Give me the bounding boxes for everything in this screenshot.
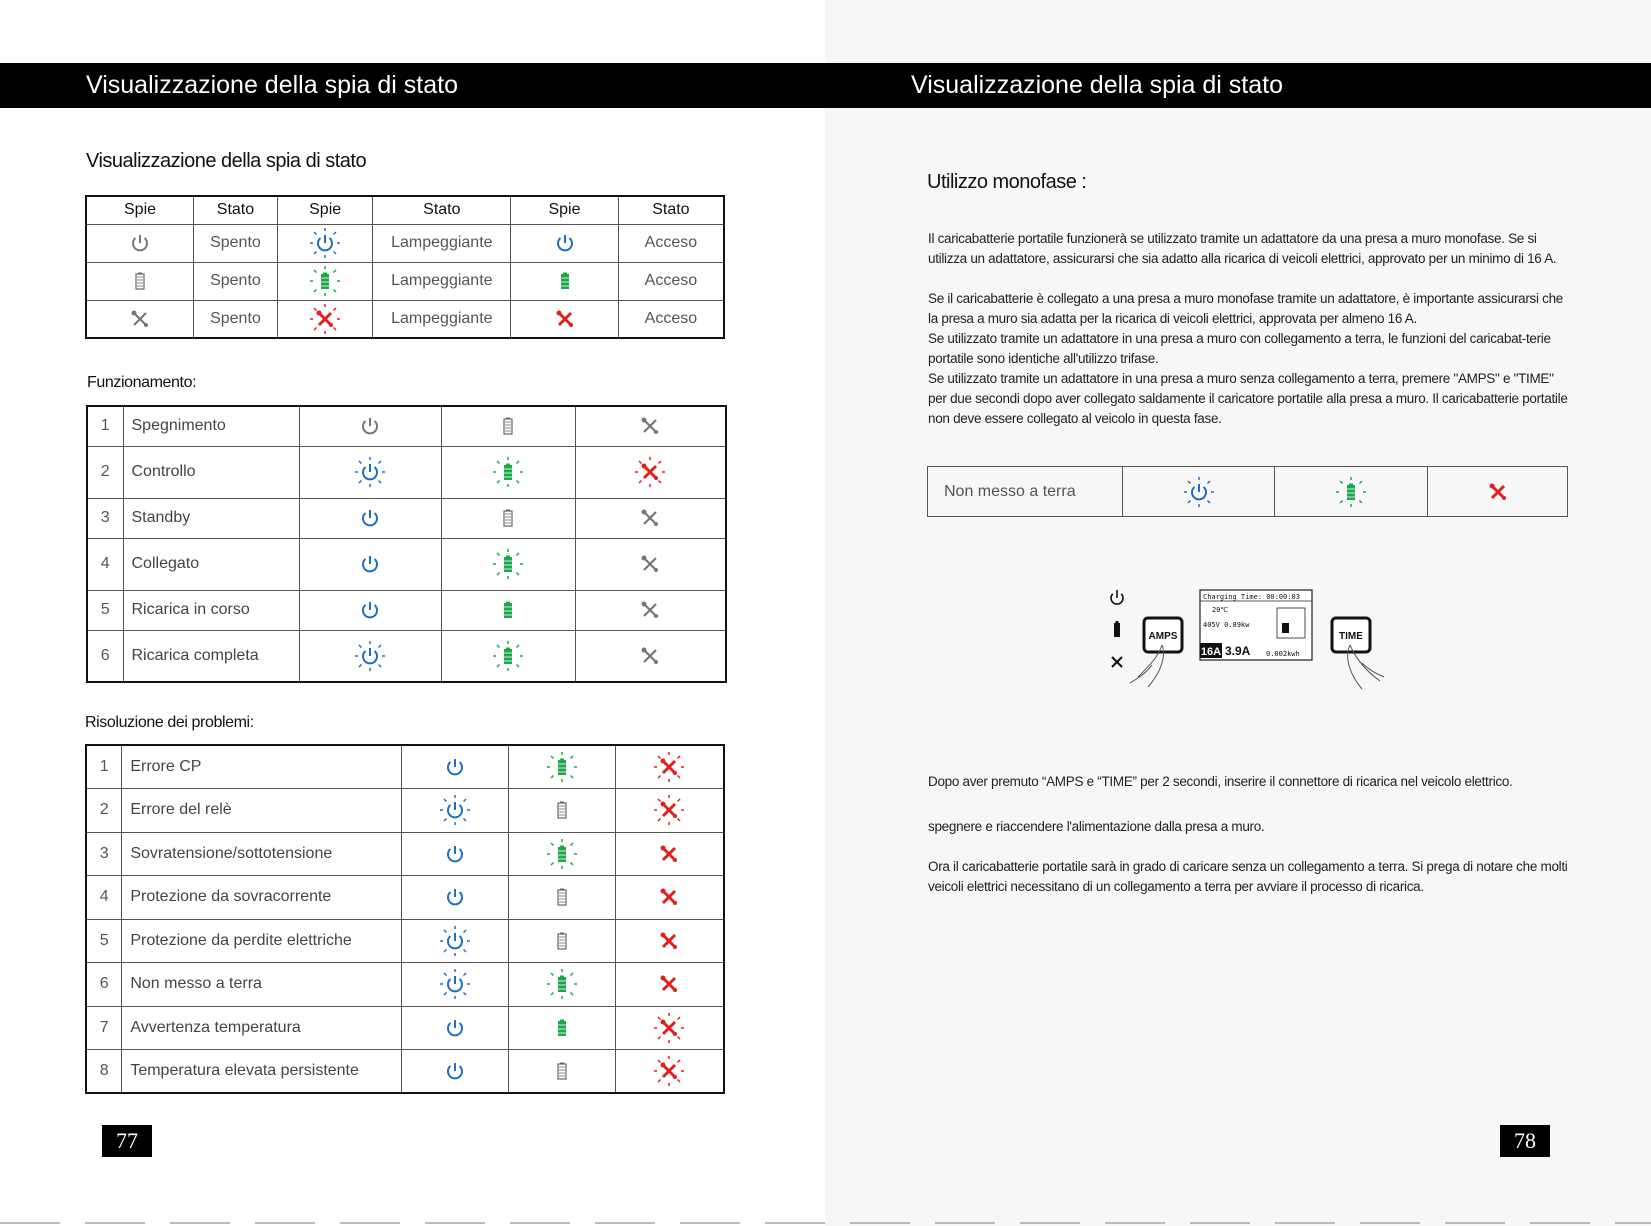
legend-header: Spie bbox=[86, 196, 194, 224]
legend-state: Lampeggiante bbox=[373, 300, 511, 338]
row-label: Ricarica in corso bbox=[123, 590, 299, 630]
wrench-icon bbox=[634, 548, 666, 580]
legend-row bbox=[86, 300, 724, 338]
legend-state: Acceso bbox=[618, 300, 724, 338]
troubleshoot-table bbox=[85, 744, 725, 1094]
page-header: Visualizzazione della spia di stato bbox=[0, 63, 825, 108]
legend-state: Spento bbox=[194, 224, 278, 262]
screen-current-limit: 16A bbox=[1200, 646, 1222, 658]
power-icon bbox=[354, 456, 386, 488]
battery-icon bbox=[546, 968, 578, 1000]
table-row bbox=[86, 745, 724, 788]
power-icon bbox=[549, 227, 581, 259]
wrench-icon bbox=[309, 303, 341, 335]
wrench-icon bbox=[124, 303, 156, 335]
legend-table bbox=[85, 195, 725, 339]
row-number: 6 bbox=[87, 630, 123, 682]
wrench-icon bbox=[634, 456, 666, 488]
legend-state: Acceso bbox=[618, 224, 724, 262]
wrench-icon bbox=[653, 925, 685, 957]
status-name: Non messo a terra bbox=[928, 467, 1123, 517]
intro-paragraph: Se il caricabatterie è collegato a una presa a muro monofase tramite un adattatore, è importante assicurarsi che la presa a muro sia adatta per la ricarica di veicoli elettrici, approvata per almeno 16 A. bbox=[928, 291, 1564, 326]
power-icon bbox=[439, 881, 471, 913]
wrench-icon bbox=[549, 303, 581, 335]
section-title: Utilizzo monofase : bbox=[927, 171, 1087, 193]
wrench-icon bbox=[653, 881, 685, 913]
table-row bbox=[87, 406, 726, 446]
row-label: Standby bbox=[123, 498, 299, 538]
intro-paragraph: Il caricabatterie portatile funzionerà se utilizzato tramite un adattatore da una presa a muro monofase. Se si utilizza un adattatore, assicurarsi che sia adatto alla ricarica di veicoli elettrici, approvato per un minimo di 16 A. bbox=[928, 231, 1557, 266]
row-label: Protezione da sovracorrente bbox=[122, 875, 402, 919]
page-header: Visualizzazione della spia di stato bbox=[825, 63, 1651, 108]
power-icon bbox=[439, 751, 471, 783]
table-row bbox=[87, 630, 726, 682]
legend-header: Spie bbox=[511, 196, 619, 224]
page-number: 77 bbox=[102, 1125, 152, 1157]
wrench-icon bbox=[653, 794, 685, 826]
amps-label: AMPS bbox=[1148, 631, 1178, 642]
wrench-icon bbox=[1482, 476, 1514, 508]
status-table bbox=[927, 466, 1568, 517]
battery-icon bbox=[549, 265, 581, 297]
intro-paragraph: Se utilizzato tramite un adattatore in una presa a muro con collegamento a terra, le funzioni del caricabat-terie portatile sono identiche all'utilizzo trifase. bbox=[928, 331, 1551, 366]
after-paragraph: Dopo aver premuto “AMPS e “TIME” per 2 secondi, inserire il connettore di ricarica nel veicolo elettrico. bbox=[928, 774, 1513, 789]
legend-state: Lampeggiante bbox=[373, 224, 511, 262]
legend-header: Spie bbox=[277, 196, 373, 224]
power-icon bbox=[354, 410, 386, 442]
wrench-icon bbox=[634, 594, 666, 626]
battery-icon bbox=[1114, 621, 1120, 637]
wrench-icon bbox=[653, 968, 685, 1000]
battery-icon bbox=[124, 265, 156, 297]
power-icon bbox=[309, 227, 341, 259]
table-row bbox=[86, 919, 724, 962]
table-row bbox=[86, 832, 724, 875]
row-number: 8 bbox=[86, 1049, 122, 1093]
wrench-icon bbox=[634, 640, 666, 672]
table-row bbox=[86, 788, 724, 832]
legend-row bbox=[86, 224, 724, 262]
battery-icon bbox=[546, 925, 578, 957]
power-icon bbox=[354, 502, 386, 534]
row-label: Protezione da perdite elettriche bbox=[122, 919, 402, 962]
table-row bbox=[87, 498, 726, 538]
battery-icon bbox=[492, 594, 524, 626]
intro-paragraph: Se utilizzato tramite un adattatore in una presa a muro senza collegamento a terra, premere "AMPS" e "TIME" per due secondi dopo aver collegato saldamente il caricatore portatile alla presa a muro. Il caricabatterie portatile non deve essere collegato al veicolo in questa fase. bbox=[928, 371, 1568, 426]
wrench-icon bbox=[653, 838, 685, 870]
row-label: Errore CP bbox=[122, 745, 402, 788]
legend-header: Stato bbox=[618, 196, 724, 224]
row-label: Errore del relè bbox=[122, 788, 402, 832]
table-row bbox=[86, 962, 724, 1006]
power-icon bbox=[439, 1055, 471, 1087]
table-row bbox=[87, 590, 726, 630]
table-row bbox=[86, 875, 724, 919]
row-number: 3 bbox=[87, 498, 123, 538]
battery-icon bbox=[546, 794, 578, 826]
legend-state: Spento bbox=[194, 262, 278, 300]
row-number: 1 bbox=[86, 745, 122, 788]
power-icon bbox=[354, 640, 386, 672]
power-icon bbox=[354, 548, 386, 580]
row-number: 2 bbox=[86, 788, 122, 832]
row-number: 4 bbox=[86, 875, 122, 919]
battery-icon bbox=[546, 751, 578, 783]
wrench-icon bbox=[634, 410, 666, 442]
row-label: Spegnimento bbox=[123, 406, 299, 446]
legend-state: Lampeggiante bbox=[373, 262, 511, 300]
row-number: 3 bbox=[86, 832, 122, 875]
power-icon bbox=[124, 227, 156, 259]
wrench-icon bbox=[653, 1012, 685, 1044]
screen-amps: 3.9A bbox=[1225, 644, 1251, 658]
footer-dashes bbox=[0, 1222, 1651, 1224]
after-paragraph: spegnere e riaccendere l'alimentazione dalla presa a muro. bbox=[928, 819, 1265, 834]
battery-icon bbox=[546, 1012, 578, 1044]
table-row bbox=[87, 538, 726, 590]
power-icon bbox=[439, 794, 471, 826]
wrench-icon bbox=[653, 751, 685, 783]
screen-energy: 0.002kwh bbox=[1266, 650, 1300, 658]
operation-table bbox=[86, 405, 727, 683]
legend-state: Acceso bbox=[618, 262, 724, 300]
row-label: Temperatura elevata persistente bbox=[122, 1049, 402, 1093]
power-icon bbox=[354, 594, 386, 626]
row-label: Ricarica completa bbox=[123, 630, 299, 682]
power-icon bbox=[1183, 476, 1215, 508]
power-icon bbox=[439, 925, 471, 957]
battery-icon bbox=[492, 640, 524, 672]
legend-state: Spento bbox=[194, 300, 278, 338]
operation-title: Funzionamento: bbox=[87, 374, 197, 391]
table-row bbox=[86, 1006, 724, 1049]
section-title: Visualizzazione della spia di stato bbox=[86, 150, 367, 172]
wrench-icon bbox=[1112, 657, 1122, 667]
time-label: TIME bbox=[1339, 631, 1363, 642]
legend-row bbox=[86, 262, 724, 300]
power-icon bbox=[439, 1012, 471, 1044]
row-number: 4 bbox=[87, 538, 123, 590]
battery-icon bbox=[546, 881, 578, 913]
battery-icon bbox=[309, 265, 341, 297]
wrench-icon bbox=[634, 502, 666, 534]
row-label: Sovratensione/sottotensione bbox=[122, 832, 402, 875]
power-icon bbox=[439, 968, 471, 1000]
after-paragraph: Ora il caricabatterie portatile sarà in grado di caricare senza un collegamento a terra. Si prega di notare che molti veicoli elettrici necessitano di un collegamento a terra per avviare il processo di ricarica. bbox=[928, 859, 1568, 894]
battery-icon bbox=[546, 1055, 578, 1087]
row-label: Controllo bbox=[123, 446, 299, 498]
screen-charging-time: Charging Time: 00:00:03 bbox=[1203, 593, 1300, 601]
screen-temperature: 20℃ bbox=[1212, 606, 1229, 614]
table-row bbox=[87, 446, 726, 498]
left-page bbox=[0, 0, 825, 1226]
row-number: 6 bbox=[86, 962, 122, 1006]
table-row bbox=[86, 1049, 724, 1093]
row-number: 5 bbox=[86, 919, 122, 962]
power-icon bbox=[439, 838, 471, 870]
row-label: Non messo a terra bbox=[122, 962, 402, 1006]
battery-icon bbox=[1335, 476, 1367, 508]
power-icon bbox=[1111, 590, 1123, 604]
row-number: 2 bbox=[87, 446, 123, 498]
lcd-screen bbox=[1200, 590, 1312, 660]
troubleshoot-title: Risoluzione dei problemi: bbox=[85, 714, 254, 731]
row-number: 7 bbox=[86, 1006, 122, 1049]
wrench-icon bbox=[653, 1055, 685, 1087]
battery-icon bbox=[492, 548, 524, 580]
device-illustration bbox=[1100, 585, 1400, 710]
row-number: 5 bbox=[87, 590, 123, 630]
battery-icon bbox=[492, 456, 524, 488]
page-number: 78 bbox=[1500, 1125, 1550, 1157]
battery-icon bbox=[546, 838, 578, 870]
legend-header: Stato bbox=[194, 196, 278, 224]
legend-header: Stato bbox=[373, 196, 511, 224]
battery-icon bbox=[492, 502, 524, 534]
status-row bbox=[928, 467, 1568, 517]
row-number: 1 bbox=[87, 406, 123, 446]
row-label: Collegato bbox=[123, 538, 299, 590]
battery-icon bbox=[492, 410, 524, 442]
screen-voltage-power: 405V 0.89kw bbox=[1203, 621, 1250, 629]
row-label: Avvertenza temperatura bbox=[122, 1006, 402, 1049]
